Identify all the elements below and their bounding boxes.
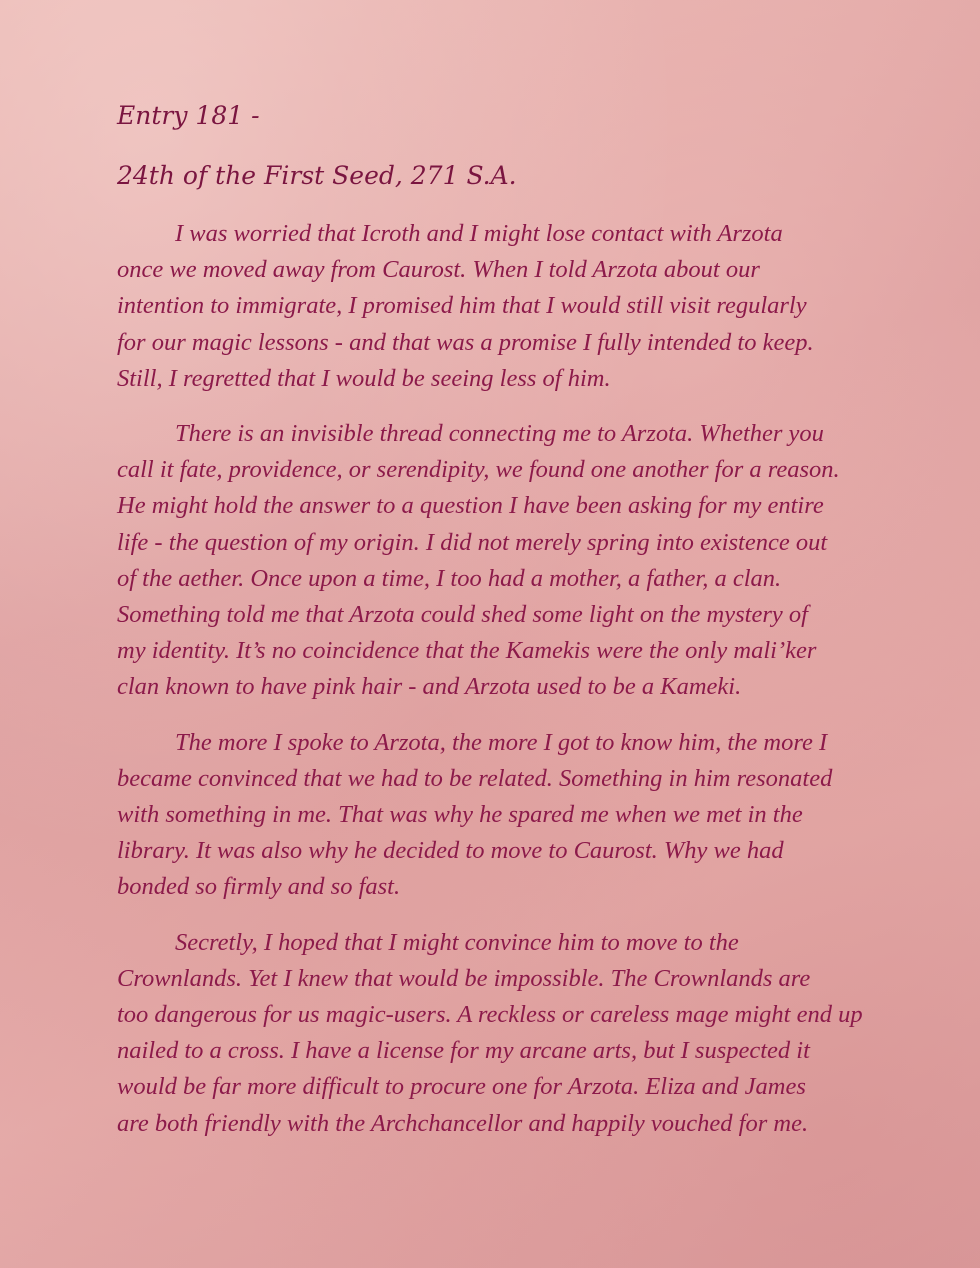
entry-date: 24th of the First Seed, 271 S.A. [117,161,517,190]
text-line: Something told me that Arzota could shed some light on the mystery of [117,601,808,629]
text-line: clan known to have pink hair - and Arzota used to be a Kameki. [117,673,742,701]
text-line: Crownlands. Yet I knew that would be impossible. The Crownlands are [117,964,811,992]
text-line: are both friendly with the Archchancellor and happily vouched for me. [117,1109,809,1137]
text-line: for our magic lessons - and that was a promise I fully intended to keep. [117,328,814,356]
text-line: too dangerous for us magic-users. A reckless or careless mage might end up [117,1001,863,1029]
text-line: once we moved away from Caurost. When I told Arzota about our [117,256,760,284]
paragraph-4 [117,925,877,1142]
paragraph-1 [117,216,877,397]
text-line: Secretly, I hoped that I might convince him to move to the [175,928,739,956]
text-line: life - the question of my origin. I did not merely spring into existence out [117,528,828,556]
text-line: intention to immigrate, I promised him that I would still visit regularly [117,292,807,320]
text-line: There is an invisible thread connecting me to Arzota. Whether you [175,420,824,448]
text-line: library. It was also why he decided to move to Caurost. Why we had [117,837,784,865]
paragraph-3 [117,725,877,906]
text-line: became convinced that we had to be related. Something in him resonated [117,764,833,792]
text-line: my identity. It’s no coincidence that the Kamekis were the only mali’ker [117,637,817,665]
entry-title: Entry 181 - [117,101,260,130]
text-line: call it fate, providence, or serendipity, we found one another for a reason. [117,456,840,484]
paragraph-2 [117,416,877,706]
text-line: He might hold the answer to a question I have been asking for my entire [117,492,824,520]
text-line: nailed to a cross. I have a license for my arcane arts, but I suspected it [117,1037,810,1065]
text-line: bonded so firmly and so fast. [117,873,401,901]
text-line: of the aether. Once upon a time, I too had a mother, a father, a clan. [117,564,782,592]
text-line: would be far more difficult to procure one for Arzota. Eliza and James [117,1073,806,1101]
text-line: The more I spoke to Arzota, the more I got to know him, the more I [175,728,828,756]
text-line: Still, I regretted that I would be seeing less of him. [117,364,611,392]
text-line: I was worried that Icroth and I might lose contact with Arzota [175,220,783,247]
entry-body [117,216,877,1161]
text-line: with something in me. That was why he spared me when we met in the [117,801,803,829]
